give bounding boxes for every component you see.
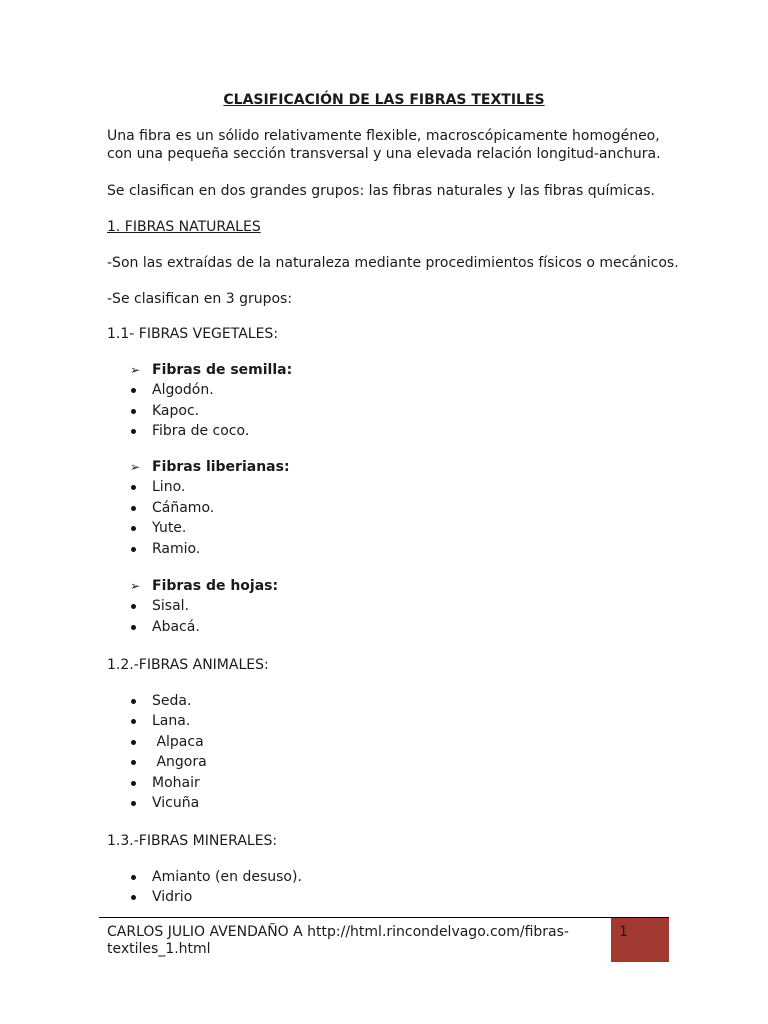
list-group-label: ➢ Fibras de semilla: xyxy=(130,360,292,380)
list-item: Ramio. xyxy=(130,539,290,559)
bullet-icon xyxy=(131,740,136,745)
list-item: Algodón. xyxy=(130,380,292,400)
bullet-icon xyxy=(131,801,136,806)
bullet-icon xyxy=(131,895,136,900)
list-item: Vicuña xyxy=(130,793,207,813)
page-number-box xyxy=(611,918,669,962)
footer-author-url: CARLOS JULIO AVENDAÑO A http://html.rincondelvago.com/fibras-textiles_1.html xyxy=(107,924,569,957)
list-item: Yute. xyxy=(130,518,290,538)
list-item: Seda. xyxy=(130,691,207,711)
natural-groups-intro: -Se clasifican en 3 grupos: xyxy=(107,291,293,307)
list-item: Cáñamo. xyxy=(130,498,290,518)
list-item: Vidrio xyxy=(130,887,302,907)
bullet-icon xyxy=(131,429,136,434)
bullet-icon xyxy=(131,409,136,414)
bullet-icon xyxy=(131,760,136,765)
list-animales xyxy=(130,691,207,813)
arrow-bullet-icon: ➢ xyxy=(130,363,141,377)
subheading-animales: 1.2.-FIBRAS ANIMALES: xyxy=(107,657,269,673)
list-group-label: ➢ Fibras de hojas: xyxy=(130,576,278,596)
page-title: CLASIFICACIÓN DE LAS FIBRAS TEXTILES xyxy=(223,92,545,108)
arrow-bullet-icon: ➢ xyxy=(130,579,141,593)
bullet-icon xyxy=(131,625,136,630)
bullet-icon xyxy=(131,547,136,552)
bullet-icon xyxy=(131,485,136,490)
list-group-label: ➢ Fibras liberianas: xyxy=(130,457,290,477)
section-heading-natural: 1. FIBRAS NATURALES xyxy=(107,219,261,235)
bullet-icon xyxy=(131,719,136,724)
classification-paragraph: Se clasifican en dos grandes grupos: las fibras naturales y las fibras químicas. xyxy=(107,183,655,199)
list-item: Kapoc. xyxy=(130,401,292,421)
list-hojas xyxy=(130,576,278,637)
intro-paragraph: Una fibra es un sólido relativamente flexible, macroscópicamente homogéneo, con una pequeña sección transversal y una elevada relación longitud-anchura. xyxy=(107,128,661,162)
list-item: Lana. xyxy=(130,711,207,731)
list-semilla xyxy=(130,360,292,442)
list-item: Angora xyxy=(130,752,207,772)
list-item: Lino. xyxy=(130,477,290,497)
bullet-icon xyxy=(131,604,136,609)
footer-divider xyxy=(99,917,669,918)
bullet-icon xyxy=(131,699,136,704)
list-liberianas xyxy=(130,457,290,559)
list-item: Alpaca xyxy=(130,732,207,752)
arrow-bullet-icon: ➢ xyxy=(130,460,141,474)
bullet-icon xyxy=(131,875,136,880)
list-minerales xyxy=(130,867,302,908)
subheading-vegetales: 1.1- FIBRAS VEGETALES: xyxy=(107,326,279,342)
list-item: Abacá. xyxy=(130,617,278,637)
bullet-icon xyxy=(131,506,136,511)
list-item: Sisal. xyxy=(130,596,278,616)
subheading-minerales: 1.3.-FIBRAS MINERALES: xyxy=(107,833,278,849)
page-number: 1 xyxy=(619,924,628,940)
list-item: Amianto (en desuso). xyxy=(130,867,302,887)
list-item: Mohair xyxy=(130,773,207,793)
bullet-icon xyxy=(131,526,136,531)
bullet-icon xyxy=(131,781,136,786)
list-item: Fibra de coco. xyxy=(130,421,292,441)
natural-description: -Son las extraídas de la naturaleza mediante procedimientos físicos o mecánicos. xyxy=(107,255,679,271)
bullet-icon xyxy=(131,388,136,393)
